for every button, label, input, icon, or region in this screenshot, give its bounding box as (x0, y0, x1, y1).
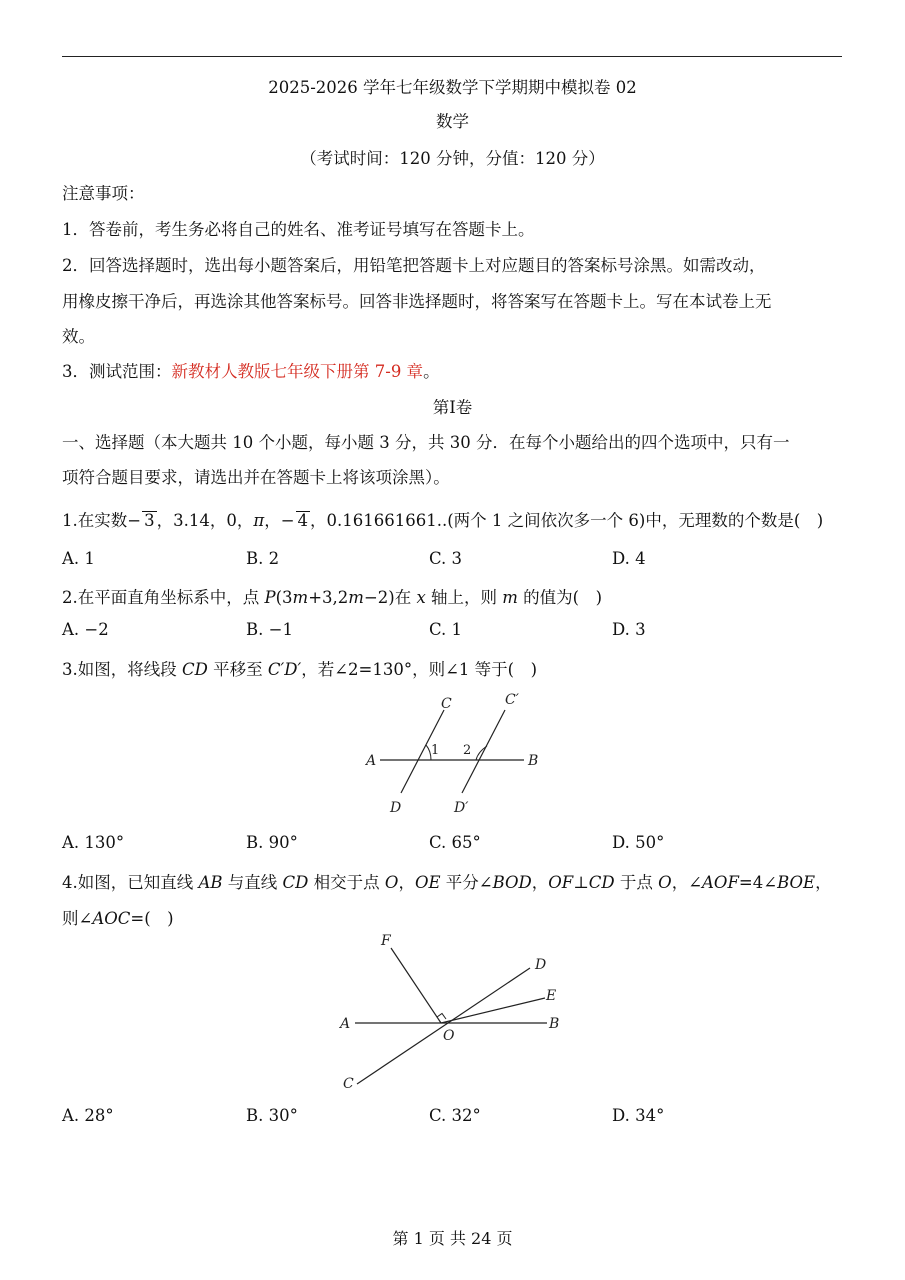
q1-text: ，− (264, 511, 295, 530)
volume-title: 第Ⅰ卷 (432, 398, 473, 417)
segment-cd-prime: C′D′ (267, 660, 302, 679)
note-3-prefix: 3．测试范围： (62, 362, 172, 381)
exam-title: 2025-2026 学年七年级数学下学期期中模拟卷 02 (268, 78, 637, 97)
note-2-line-1: 2．回答选择题时，选出每小题答案后，用铅笔把答题卡上对应题目的答案标号涂黑。如需改动， (62, 256, 766, 275)
line-cd: CD (588, 873, 615, 892)
q4-text: 与直线 (222, 873, 283, 892)
var-m: m (502, 588, 518, 607)
var-x: x (416, 588, 426, 607)
label-c-prime: C′ (505, 692, 519, 708)
label-c: C (441, 696, 452, 712)
q4-option-a[interactable]: A. 28° (62, 1106, 114, 1125)
label-a: A (340, 1016, 351, 1032)
q3-text: 3.如图，将线段 (62, 660, 182, 679)
q1-option-b[interactable]: B. 2 (246, 549, 280, 568)
q3-text: 平移至 (207, 660, 268, 679)
line-ab: AB (198, 873, 223, 892)
angle-boe: BOE (777, 873, 816, 892)
q2-text: 轴上，则 (425, 588, 503, 607)
label-b: B (528, 753, 539, 769)
point-o: O (658, 873, 672, 892)
note-3 (62, 358, 440, 382)
q4-text: 于点 (614, 873, 659, 892)
q2-text: +3,2 (308, 588, 349, 607)
q3-option-b[interactable]: B. 90° (246, 833, 298, 852)
var-m: m (348, 588, 364, 607)
question-2 (62, 584, 602, 608)
q3-text: ，若∠2=130°，则∠1 等于( ) (301, 660, 538, 679)
question-3 (62, 656, 537, 680)
q4-text: 4.如图，已知直线 (62, 873, 199, 892)
q4-text: ， (531, 873, 549, 892)
label-angle-2: 2 (463, 743, 472, 758)
ray-of: OF (548, 873, 574, 892)
question-4-line-2 (62, 905, 174, 929)
q1-text: ，0.161661661..(两个 1 之间依次多一个 6)中，无理数的个数是( ) (310, 511, 824, 530)
segment-cd: CD (182, 660, 208, 679)
pi-symbol: π (253, 511, 265, 530)
test-scope: 新教材人教版七年级下册第 7-9 章 (171, 362, 424, 381)
question-4 (62, 869, 832, 893)
note-2-line-3: 效。 (62, 327, 95, 346)
q3-figure (360, 688, 550, 823)
q4-option-b[interactable]: B. 30° (246, 1106, 298, 1125)
var-m: m (292, 588, 309, 607)
q2-text: 的值为( ) (517, 588, 603, 607)
q2-option-a[interactable]: A. −2 (62, 620, 109, 639)
header-rule (62, 56, 842, 57)
point-p: P (264, 588, 276, 607)
note-2-line-2: 用橡皮擦干净后，再选涂其他答案标号。回答非选择题时，将答案写在答题卡上。写在本试卷上无 (62, 292, 772, 311)
question-1 (62, 507, 823, 531)
line-cd (357, 968, 530, 1084)
q4-text: ，∠ (671, 873, 703, 892)
q4-option-c[interactable]: C. 32° (429, 1106, 481, 1125)
page-footer: 第 1 页 共 24 页 (392, 1229, 513, 1248)
q1-text: 1.在实数− (62, 511, 142, 530)
q3-option-c[interactable]: C. 65° (429, 833, 481, 852)
label-o: O (443, 1028, 455, 1044)
label-c: C (343, 1076, 354, 1092)
q1-option-a[interactable]: A. 1 (62, 549, 95, 568)
q3-option-a[interactable]: A. 130° (62, 833, 125, 852)
note-3-end: 。 (423, 362, 440, 381)
q4-figure (335, 928, 575, 1098)
label-d: D (535, 957, 547, 973)
q4-text: ， (815, 873, 832, 892)
label-angle-1: 1 (431, 743, 440, 758)
q1-option-d[interactable]: D. 4 (612, 549, 646, 568)
angle-bod: BOD (492, 873, 532, 892)
q2-option-d[interactable]: D. 3 (612, 620, 646, 639)
q2-text: −2)在 (363, 588, 417, 607)
line-cd: CD (282, 873, 309, 892)
sqrt-3: 3 (144, 511, 155, 530)
q4-option-d[interactable]: D. 34° (612, 1106, 665, 1125)
angle-aoc: AOC (92, 909, 131, 928)
perp-symbol: ⊥ (573, 873, 589, 892)
q4-text: ， (398, 873, 415, 892)
q2-option-c[interactable]: C. 1 (429, 620, 463, 639)
exam-info: （考试时间：120 分钟，分值：120 分） (300, 149, 605, 168)
ray-oe: OE (414, 873, 441, 892)
q3-option-d[interactable]: D. 50° (612, 833, 665, 852)
q2-option-b[interactable]: B. −1 (246, 620, 293, 639)
sqrt-4: 4 (297, 511, 309, 530)
point-o: O (384, 873, 399, 892)
label-f: F (381, 933, 391, 949)
q2-text: 2.在平面直角坐标系中，点 (62, 588, 265, 607)
ray-oe (441, 998, 545, 1023)
label-b: B (549, 1016, 560, 1032)
q2-text: (3 (275, 588, 293, 607)
subject-title: 数学 (436, 112, 469, 131)
note-1: 1．答卷前，考生务必将自己的姓名、准考证号填写在答题卡上。 (62, 220, 535, 239)
q4-text: =4∠ (738, 873, 778, 892)
q1-option-c[interactable]: C. 3 (429, 549, 463, 568)
q1-text: ，3.14，0， (156, 511, 254, 530)
label-d: D (390, 800, 402, 816)
q4-text: 平分∠ (440, 873, 493, 892)
q4-text: =( ) (130, 909, 174, 928)
section-intro-line-1: 一、选择题（本大题共 10 个小题，每小题 3 分，共 30 分．在每个小题给出的四个选项中，只有一 (62, 433, 790, 452)
ray-of (391, 948, 441, 1023)
notes-heading: 注意事项： (62, 184, 145, 203)
q4-text: 则∠ (62, 909, 93, 928)
label-a: A (366, 753, 377, 769)
section-intro-line-2: 项符合题目要求，请选出并在答题卡上将该项涂黑）。 (62, 468, 450, 487)
label-d-prime: D′ (454, 800, 469, 816)
q4-text: 相交于点 (308, 873, 385, 892)
angle-aof: AOF (702, 873, 739, 892)
label-e: E (546, 988, 557, 1004)
